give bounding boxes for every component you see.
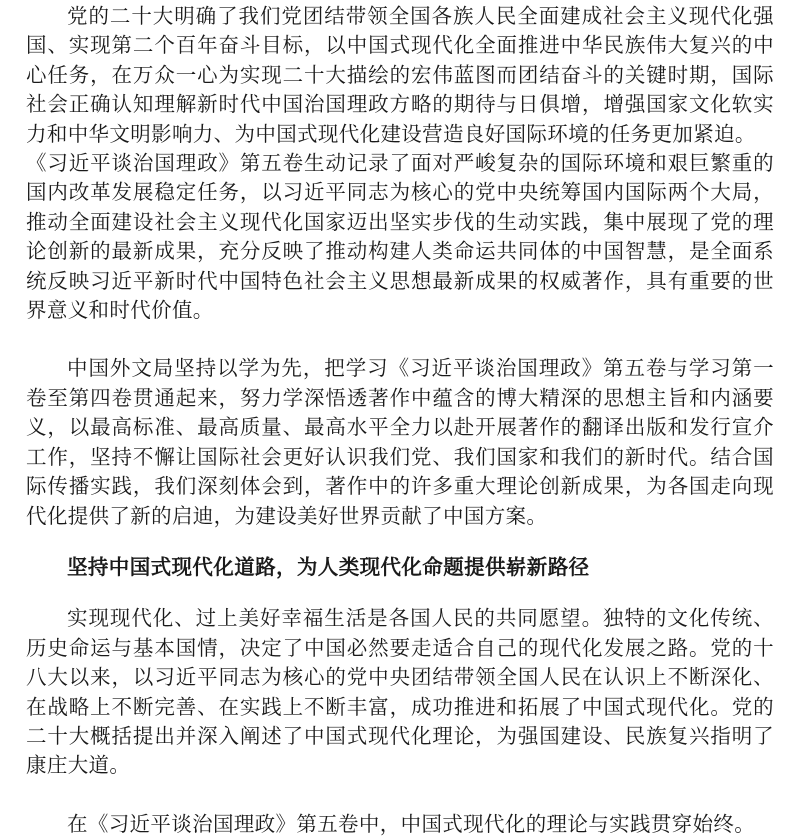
- body-paragraph: 实现现代化、过上美好幸福生活是各国人民的共同愿望。独特的文化传统、历史命运与基本国情，决定了中国必然要走适合自己的现代化发展之路。党的十八大以来，以习近平同志为核心的党中央团结带领全国人民在认识上不断深化、在战略上不断完善、在实践上不断丰富，成功推进和拓展了中国式现代化。党的二十大概括提出并深入阐述了中国式现代化理论，为强国建设、民族复兴指明了康庄大道。: [26, 606, 774, 778]
- body-paragraph: 在《习近平谈治国理政》第五卷中，中国式现代化的理论与实践贯穿始终。: [67, 811, 756, 836]
- body-paragraph: 《习近平谈治国理政》第五卷生动记录了面对严峻复杂的国际环境和艰巨繁重的国内改革发展稳定任务，以习近平同志为核心的党中央统筹国内国际两个大局，推动全面建设社会主义现代化国家迈出坚实步伐的生动实践，集中展现了党的理论创新的最新成果，充分反映了推动构建人类命运共同体的中国智慧，是全面系统反映习近平新时代中国特色社会主义思想最新成果的权威著作，具有重要的世界意义和时代价值。: [26, 151, 774, 323]
- body-paragraph: 中国外文局坚持以学为先，把学习《习近平谈治国理政》第五卷与学习第一卷至第四卷贯通起来，努力学深悟透著作中蕴含的博大精深的思想主旨和内涵要义，以最高标准、最高质量、最高水平全力以赴开展著作的翻译出版和发行宣介工作，坚持不懈让国际社会更好认识我们党、我们国家和我们的新时代。结合国际传播实践，我们深刻体会到，著作中的许多重大理论创新成果，为各国走向现代化提供了新的启迪，为建设美好世界贡献了中国方案。: [26, 356, 774, 528]
- document-page: [0, 2, 800, 836]
- body-paragraph: 党的二十大明确了我们党团结带领全国各族人民全面建成社会主义现代化强国、实现第二个百年奋斗目标，以中国式现代化全面推进中华民族伟大复兴的中心任务，在万众一心为实现二十大描绘的宏伟蓝图而团结奋斗的关键时期，国际社会正确认知理解新时代中国治国理政方略的期待与日俱增，增强国家文化软实力和中华文明影响力、为中国式现代化建设营造良好国际环境的任务更加紧迫。: [26, 4, 774, 146]
- section-heading: 坚持中国式现代化道路，为人类现代化命题提供崭新路径: [67, 554, 590, 579]
